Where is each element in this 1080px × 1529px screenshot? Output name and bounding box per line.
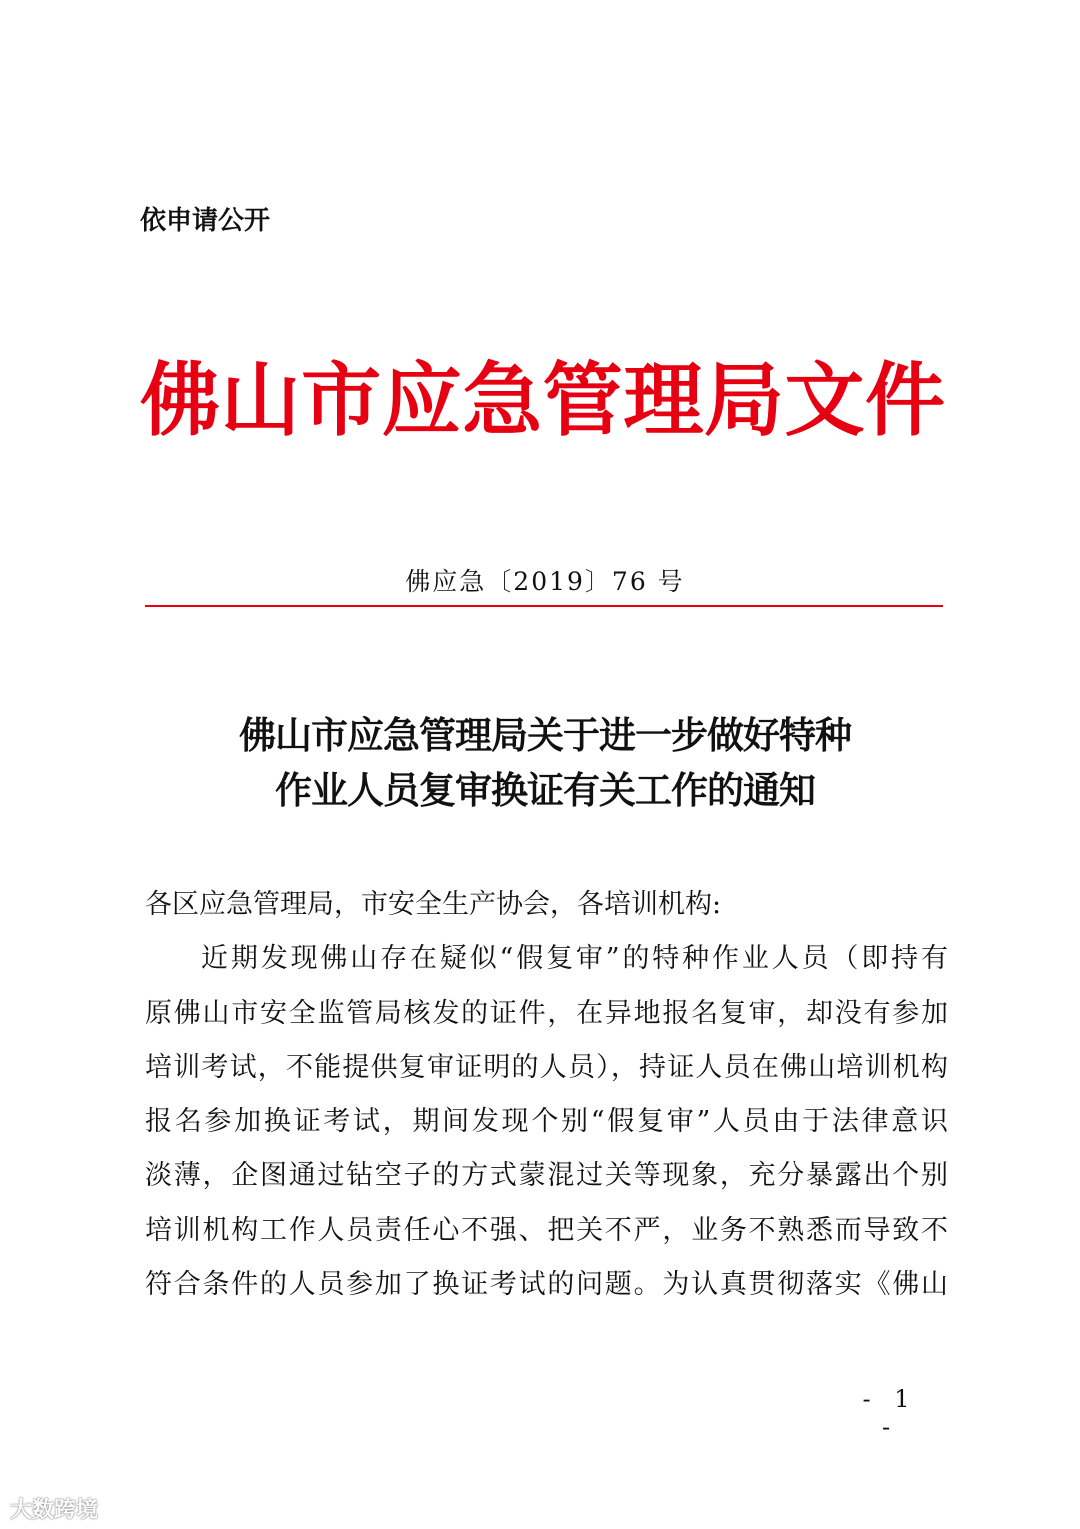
body-line: 培训考试，不能提供复审证明的人员），持证人员在佛山培训机构 bbox=[145, 1051, 948, 1083]
body-line: 淡薄，企图通过钻空子的方式蒙混过关等现象，充分暴露出个别 bbox=[145, 1160, 948, 1192]
body-line: 原佛山市安全监管局核发的证件，在异地报名复审，却没有参加 bbox=[145, 997, 948, 1029]
document-body bbox=[145, 878, 948, 1312]
body-line: 报名参加换证考试，期间发现个别“假复审”人员由于法律意识 bbox=[145, 1106, 948, 1138]
document-title-line-1: 佛山市应急管理局关于进一步做好特种 bbox=[239, 713, 851, 757]
document-title-line-2: 作业人员复审换证有关工作的通知 bbox=[275, 768, 815, 812]
addressee: 各区应急管理局，市安全生产协会，各培训机构: bbox=[145, 889, 722, 920]
body-line: 近期发现佛山存在疑似“假复审”的特种作业人员（即持有 bbox=[201, 943, 948, 975]
body-line: 培训机构工作人员责任心不强、把关不严，业务不熟悉而导致不 bbox=[145, 1214, 948, 1246]
body-line: 符合条件的人员参加了换证考试的问题。为认真贯彻落实《佛山 bbox=[145, 1269, 948, 1301]
disclosure-label: 依申请公开 bbox=[140, 206, 271, 236]
page-number: - 1 - bbox=[862, 1385, 918, 1441]
document-number: 佛应急〔2019〕76 号 bbox=[405, 567, 685, 596]
red-divider bbox=[145, 605, 943, 607]
document-masthead: 佛山市应急管理局文件 bbox=[140, 353, 945, 447]
watermark-text: 大数跨境 bbox=[10, 1498, 99, 1523]
watermark-logo bbox=[10, 1493, 98, 1524]
